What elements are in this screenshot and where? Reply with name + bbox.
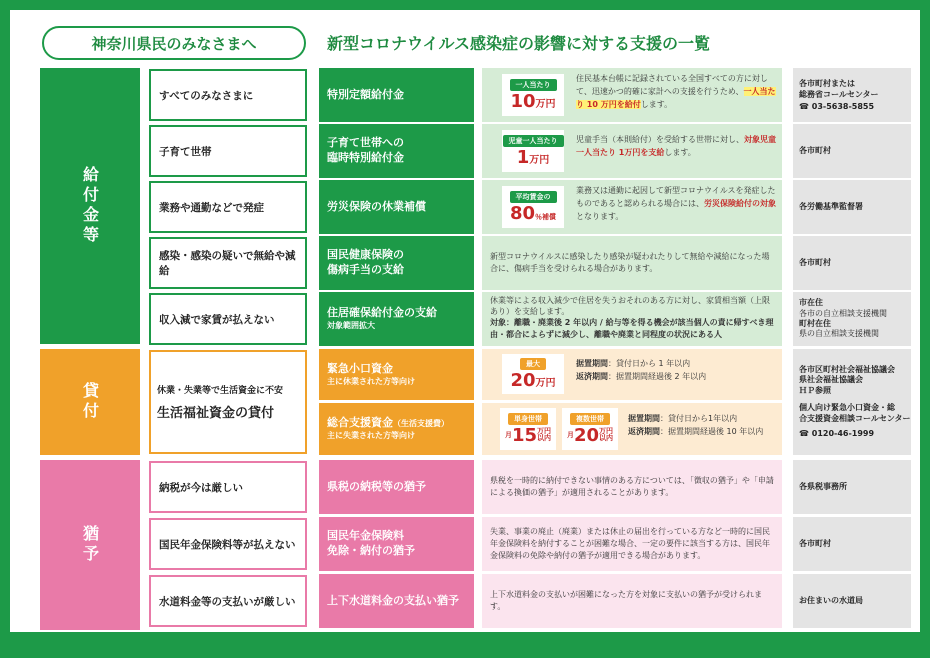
contact-4-line1: 各市町村 xyxy=(799,258,831,268)
amount-value-2: 1 xyxy=(516,146,530,168)
contact-1 xyxy=(793,68,911,122)
support-name-4-line1: 国民健康保険の xyxy=(327,248,404,262)
contact-5 xyxy=(793,292,911,346)
desc-1b: します。 xyxy=(640,99,673,109)
category-kashitsuke: 貸付 xyxy=(40,349,140,455)
category-yuyo: 猶予 xyxy=(40,460,140,630)
support-name-loan-b xyxy=(319,403,474,455)
amount-box-3 xyxy=(502,186,564,228)
loan-a-amount: 20 xyxy=(510,369,536,391)
target-row-3: 業務や通勤などで発症 xyxy=(149,181,307,233)
loan-b-name: 総合支援資金 xyxy=(327,416,393,430)
contact-yuyo-1-line1: 各県税事務所 xyxy=(799,482,847,492)
contact-4 xyxy=(793,236,911,290)
support-name-1 xyxy=(319,68,474,122)
contact-yuyo-2-line1: 各市町村 xyxy=(799,539,831,549)
contact-5-line3: 町村在住 xyxy=(799,319,831,328)
target-row-2: 子育て世帯 xyxy=(149,125,307,177)
desc-2b: します。 xyxy=(664,147,696,157)
support-name-1-text: 特別定額給付金 xyxy=(327,87,404,101)
loan-b-amount-2: 20 xyxy=(573,424,600,446)
contact-3-line1: 各労働基準監督署 xyxy=(799,202,863,212)
support-name-4 xyxy=(319,236,474,290)
support-name-4-line2: 傷病手当の支給 xyxy=(327,263,404,276)
category-kyufu: 給付金等 xyxy=(40,68,140,344)
target-loan-main: 生活福祉資金の貸付 xyxy=(157,406,275,421)
support-name-3-text: 労災保険の休業補償 xyxy=(327,199,426,213)
yuyo-2-name-line2: 免除・納付の猶予 xyxy=(327,544,415,557)
loan-b-amount-1: 15 xyxy=(511,424,538,446)
target-row-1: すべてのみなさまに xyxy=(149,69,307,121)
loan-b-badge-1: 単身世帯 xyxy=(508,413,548,425)
support-desc-5 xyxy=(482,292,782,346)
contact-loan-line5: 合支援資金相談コールセンター xyxy=(799,413,911,423)
support-desc-2 xyxy=(482,124,782,178)
loan-a-p1: ：貸付日から 1 年以内 xyxy=(608,359,691,368)
loan-a-unit: 万円 xyxy=(535,377,556,389)
support-desc-yuyo-2: 失業、事業の廃止（廃業）または休止の届出を行っている方など一時的に国民年金保険料を納付することが困難な場合、一定の要件に該当する方は、国民年金保険料の免除や納付の猶予が適用できる場合があります。 xyxy=(482,517,782,571)
desc-text-1 xyxy=(576,73,776,111)
loan-a-badge: 最大 xyxy=(520,358,546,370)
support-name-5 xyxy=(319,292,474,346)
contact-loan-line3: ＨＰ参照 xyxy=(799,386,831,396)
support-name-3 xyxy=(319,180,474,234)
loan-b-unit-1a: 万円 xyxy=(537,427,552,435)
contact-5-line4: 県の自立相談支援機関 xyxy=(799,329,879,339)
support-desc-1 xyxy=(482,68,782,122)
contact-yuyo-3-line1: お住まいの水道局 xyxy=(799,596,863,606)
amount-box-1 xyxy=(502,74,564,116)
desc-5a: 休業等による収入減少で住居を失うおそれのある方に対し、家賃相当額（上限あり）を支給します。 xyxy=(490,296,770,317)
loan-b-unit-2b: 以内 xyxy=(599,434,614,442)
yuyo-3-name: 上下水道料金の支払い猶予 xyxy=(327,593,459,607)
contact-1-line2: 総務省コールセンター xyxy=(799,90,879,100)
audience-label: 神奈川県民のみなさまへ xyxy=(42,26,306,60)
loan-a-p1-label: 据置期間 xyxy=(576,359,608,368)
amount-box-2 xyxy=(502,130,564,172)
yuyo-2-name-line1: 国民年金保険料 xyxy=(327,529,404,543)
amount-value-1: 10 xyxy=(510,90,536,112)
contact-yuyo-2 xyxy=(793,517,911,571)
loan-b-p1-label: 据置期間 xyxy=(628,414,660,423)
support-name-yuyo-1 xyxy=(319,460,474,514)
support-name-yuyo-3 xyxy=(319,574,474,628)
support-desc-yuyo-3: 上下水道料金の支払いが困難になった方を対象に支払いの猶予が受けられます。 xyxy=(482,574,782,628)
loan-b-terms xyxy=(628,413,780,439)
loan-b-amount-box-1 xyxy=(500,408,556,450)
support-name-5-sub: 対象範囲拡大 xyxy=(327,321,375,331)
support-desc-4: 新型コロナウイルスに感染したり感染が疑われたりして無給や減給になった場合に、傷病手当を受けられる場合があります。 xyxy=(482,236,782,290)
contact-yuyo-1 xyxy=(793,460,911,514)
desc-1a: 住民基本台帳に記録されている全国すべての方に対して、迅速かつ的確に家計への支援を行うため、 xyxy=(576,74,768,96)
amount-badge-3: 平均賃金の xyxy=(510,191,557,203)
desc-5b: 対象：離職・廃業後 2 年以内 / 給与等を得る機会が該当個人の責に帰すべき理由・都合によらずに減少し、離職や廃業と同程度の状況にある人 xyxy=(490,318,774,339)
loan-b-p2: ：据置期間経過後 10 年以内 xyxy=(660,426,764,436)
desc-2-highlight: 対象児童一人当たり 1万円を支給 xyxy=(576,135,776,157)
amount-badge-1: 一人当たり xyxy=(510,79,557,91)
amount-badge-2: 児童一人当たり xyxy=(503,135,564,147)
contact-2-line1: 各市町村 xyxy=(799,146,831,156)
loan-a-p2: ：据置期間経過後 2 年以内 xyxy=(608,371,707,381)
support-name-yuyo-2 xyxy=(319,517,474,571)
desc-1-highlight: 一人当たり 10 万円を給付 xyxy=(576,86,776,109)
loan-a-amount-box xyxy=(502,354,564,394)
target-loan xyxy=(149,350,307,454)
loan-a-terms xyxy=(576,358,776,384)
support-name-5-text: 住居確保給付金の支給 xyxy=(327,306,437,320)
desc-text-2 xyxy=(576,134,776,160)
amount-unit-2: 万円 xyxy=(529,154,550,166)
contact-3 xyxy=(793,180,911,234)
yuyo-1-name: 県税の納税等の猶予 xyxy=(327,479,426,493)
loan-a-sub: 主に休業された方等向け xyxy=(327,376,415,386)
target-yuyo-2: 国民年金保険料等が払えない xyxy=(149,518,307,570)
target-row-5: 収入減で家賃が払えない xyxy=(149,293,307,345)
contact-loan xyxy=(793,349,911,455)
desc-text-3 xyxy=(576,185,776,223)
amount-value-3: 80 xyxy=(509,202,536,224)
contact-loan-line4: 個人向け緊急小口資金・総 xyxy=(799,403,895,412)
contact-loan-line2: 県社会福祉協議会 xyxy=(799,375,863,385)
support-desc-yuyo-1: 県税を一時的に納付できない事情のある方については、「徴収の猶予」や「申請による換価の猶予」が適用されることがあります。 xyxy=(482,460,782,514)
contact-2 xyxy=(793,124,911,178)
support-desc-3 xyxy=(482,180,782,234)
support-desc-loan-a xyxy=(482,349,782,400)
support-name-2-line1: 子育て世帯への xyxy=(327,136,404,150)
contact-1-phone: ☎ 03-5638-5855 xyxy=(799,101,875,111)
contact-loan-phone: ☎ 0120-46-1999 xyxy=(799,428,875,438)
desc-3-highlight: 労災保険給付の対象 xyxy=(704,198,776,208)
loan-b-amount-box-2 xyxy=(562,408,618,450)
target-loan-line: 休業・失業等で生活資金に不安 xyxy=(157,386,284,396)
contact-yuyo-3 xyxy=(793,574,911,628)
target-yuyo-3: 水道料金等の支払いが厳しい xyxy=(149,575,307,627)
desc-2a: 児童手当（本則給付）を受給する世帯に対し、 xyxy=(576,135,744,144)
loan-b-unit-2a: 万円 xyxy=(599,427,614,435)
contact-5-line1: 市在住 xyxy=(799,298,823,308)
loan-b-sub: 主に失業された方等向け xyxy=(327,431,415,441)
contact-loan-line1: 各市区町村社会福祉協議会 xyxy=(799,364,895,374)
support-name-loan-a xyxy=(319,349,474,400)
loan-b-month-2: 月 xyxy=(566,431,574,439)
page-title: 新型コロナウイルス感染症の影響に対する支援の一覧 xyxy=(327,34,711,53)
support-desc-loan-b xyxy=(482,403,782,455)
support-name-2 xyxy=(319,124,474,178)
loan-b-unit-1b: 以内 xyxy=(537,434,552,442)
target-yuyo-1: 納税が今は厳しい xyxy=(149,461,307,513)
loan-b-badge-2: 複数世帯 xyxy=(570,413,610,425)
loan-b-name-paren: （生活支援費） xyxy=(393,419,449,429)
amount-unit-1: 万円 xyxy=(535,98,556,110)
contact-5-line2: 各市の自立相談支援機関 xyxy=(799,308,887,318)
support-name-2-line2: 臨時特別給付金 xyxy=(327,151,404,164)
loan-b-p2-label: 返済期間 xyxy=(628,426,660,436)
desc-3b: となります。 xyxy=(576,211,624,221)
desc-3a: 業務又は通勤に起因して新型コロナウイルスを発症したものであると認められる場合には、 xyxy=(576,186,776,208)
loan-a-p2-label: 返済期間 xyxy=(576,371,608,381)
target-row-4: 感染・感染の疑いで無給や減給 xyxy=(149,237,307,289)
loan-a-name: 緊急小口資金 xyxy=(327,361,393,375)
amount-unit-3: ％補償 xyxy=(535,212,557,221)
contact-1-line1: 各市町村または xyxy=(799,78,855,88)
loan-b-p1: ：貸付日から1年以内 xyxy=(660,414,738,423)
loan-b-month-1: 月 xyxy=(504,431,512,439)
